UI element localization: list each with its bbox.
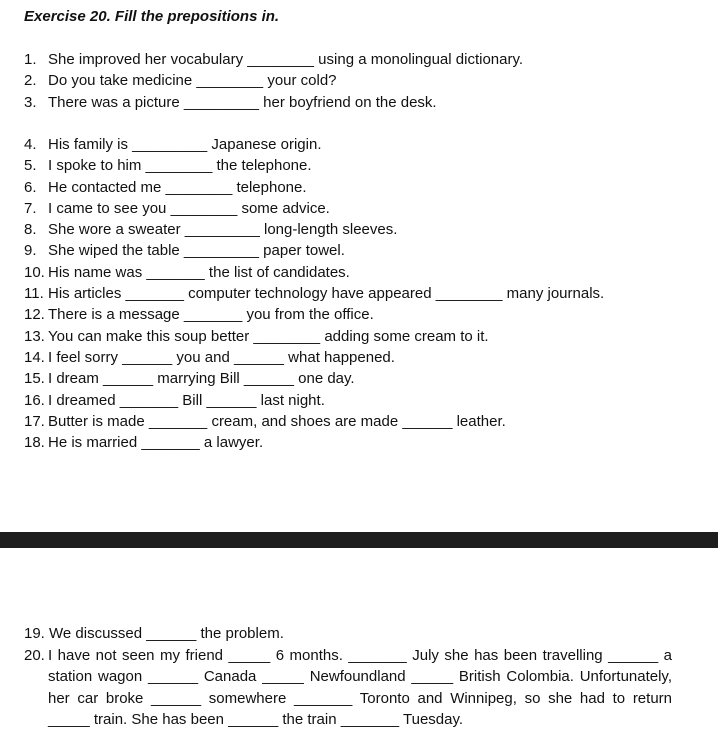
- section-divider: [0, 532, 718, 548]
- item-number: 3.: [24, 93, 37, 111]
- item-text: His family is _________ Japanese origin.: [48, 136, 322, 153]
- item-number: 20.: [24, 647, 45, 664]
- exercise-item: [24, 92, 523, 113]
- exercise-item: [24, 326, 604, 347]
- exercise-item: [24, 134, 604, 155]
- item-text: She wiped the table _________ paper towel.: [48, 242, 345, 260]
- item-number: 8.: [24, 221, 37, 239]
- item-text: There is a message _______ you from the office.: [48, 306, 374, 324]
- exercise-item: [24, 347, 604, 368]
- exercise-item: [24, 240, 604, 261]
- item-text: Do you take medicine ________ your cold?: [48, 72, 337, 90]
- item-number: 4.: [24, 136, 37, 153]
- item-number: 18.: [24, 434, 45, 452]
- item-number: 15.: [24, 370, 45, 388]
- item-text: We discussed ______ the problem.: [49, 625, 284, 642]
- item-text: His articles _______ computer technology have appeared ________ many journals.: [48, 285, 605, 303]
- item-number: 2.: [24, 72, 37, 90]
- item-text: Butter is made _______ cream, and shoes are made ______ leather.: [48, 412, 506, 430]
- exercise-item-20: [24, 645, 672, 730]
- exercise-item: [24, 70, 523, 91]
- exercise-item: [24, 411, 604, 432]
- item-number: 6.: [24, 178, 37, 196]
- exercise-item: [24, 283, 604, 304]
- item-text: She wore a sweater _________ long-length sleeves.: [48, 221, 398, 239]
- item-text: I feel sorry ______ you and ______ what happened.: [48, 348, 395, 366]
- item-number: 13.: [24, 327, 45, 345]
- exercise-item: [24, 432, 604, 453]
- item-number: 9.: [24, 242, 37, 260]
- exercise-item: [24, 390, 604, 411]
- exercise-item: [24, 49, 523, 70]
- item-text: You can make this soup better ________ adding some cream to it.: [48, 327, 489, 345]
- item-text: She improved her vocabulary ________ using a monolingual dictionary.: [48, 51, 524, 68]
- exercise-item: [24, 198, 604, 219]
- exercise-group-3: [24, 623, 284, 644]
- item-text: I dream ______ marrying Bill ______ one day.: [48, 370, 355, 388]
- item-text: I came to see you ________ some advice.: [48, 199, 330, 217]
- exercise-item: [24, 155, 604, 176]
- item-number: 14.: [24, 348, 45, 366]
- exercise-title: Exercise 20. Fill the prepositions in.: [24, 8, 280, 25]
- item-text: I spoke to him ________ the telephone.: [48, 157, 312, 175]
- exercise-group-1: [24, 49, 523, 113]
- exercise-group-2: [24, 134, 604, 453]
- item-number: 5.: [24, 157, 37, 175]
- item-number: 17.: [24, 412, 45, 430]
- exercise-item: [24, 262, 604, 283]
- exercise-item: [24, 304, 604, 325]
- item-number: 10.: [24, 263, 45, 281]
- item-number: 1.: [24, 51, 37, 68]
- exercise-item: [24, 219, 604, 240]
- item-text: There was a picture _________ her boyfriend on the desk.: [48, 93, 437, 111]
- item-text: His name was _______ the list of candidates.: [48, 263, 350, 281]
- item-text: I have not seen my friend _____ 6 months. _______ July she has been travelling ______ a station wagon ______ Canada _____ Newfoundland _____ British Colombia. Unfortunately, her car broke ______ somewhere _______ Toronto and Winnipeg, so she had to return _____ train. She has been ______ the train _______ Tuesday.: [48, 647, 672, 728]
- item-number: 12.: [24, 306, 45, 324]
- item-number: 16.: [24, 391, 45, 409]
- item-text: I dreamed _______ Bill ______ last night.: [48, 391, 325, 409]
- exercise-item: [24, 368, 604, 389]
- exercise-item: [24, 177, 604, 198]
- item-number: 19.: [24, 625, 45, 642]
- item-number: 7.: [24, 199, 37, 217]
- item-text: He contacted me ________ telephone.: [48, 178, 307, 196]
- exercise-item: [24, 623, 284, 644]
- item-text: He is married _______ a lawyer.: [48, 434, 264, 452]
- item-number: 11.: [24, 285, 44, 303]
